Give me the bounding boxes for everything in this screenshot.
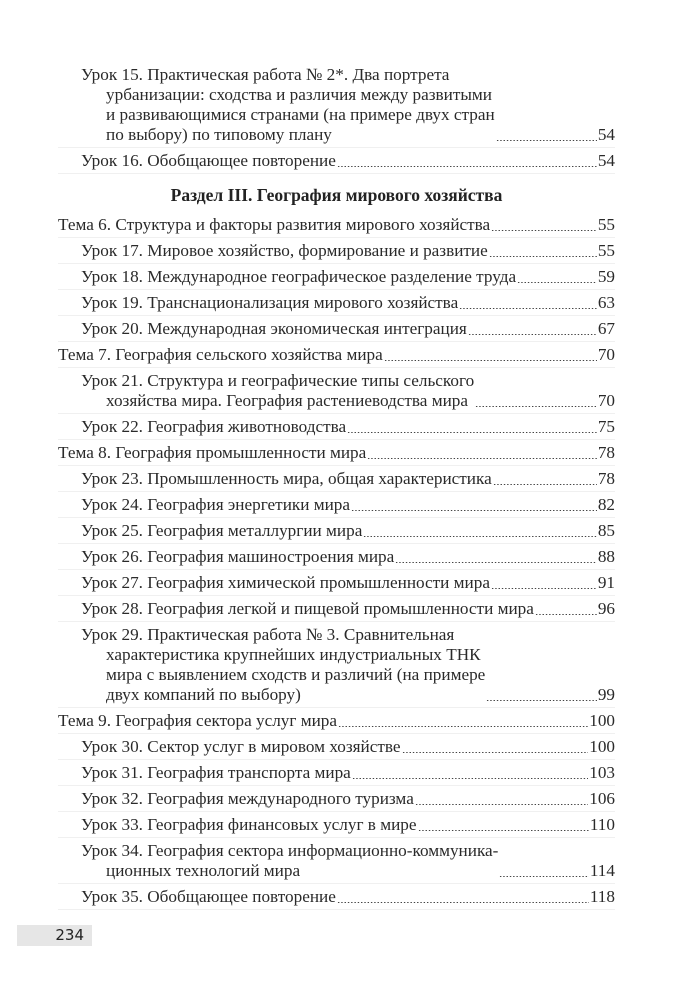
entry-title xyxy=(81,737,401,757)
entry-title-continuation-line: мира с выявлением сходств и различий (на примере xyxy=(106,665,486,684)
toc-lesson-row xyxy=(58,812,615,838)
page-number: 234 xyxy=(17,925,92,946)
dot-leader xyxy=(535,614,597,615)
table-of-contents xyxy=(58,62,615,910)
entry-title-line: Тема 7. География сельского хозяйства мира xyxy=(58,345,383,364)
toc-lesson-row xyxy=(58,316,615,342)
entry-title-line: Тема 9. География сектора услуг мира xyxy=(58,711,338,730)
entry-title-line: Урок 24. География энергетики мира xyxy=(81,495,351,514)
entry-title xyxy=(81,241,488,261)
entry-title-line: Урок 16. Обобщающее повторение xyxy=(81,151,336,170)
entry-title xyxy=(81,625,485,705)
entry-title-continuation-line: двух компаний по выбору) xyxy=(106,685,301,704)
toc-lesson-entry[interactable] xyxy=(81,573,615,593)
entry-page-number: 78 xyxy=(597,443,615,462)
entry-title-line: Тема 6. Структура и факторы развития мирового хозяйства xyxy=(58,215,491,234)
entry-title-line: Урок 29. Практическая работа № 3. Сравнительная xyxy=(81,625,455,644)
dot-leader xyxy=(384,360,597,361)
toc-lesson-row xyxy=(58,838,615,884)
toc-lesson-row xyxy=(58,786,615,812)
toc-lesson-entry[interactable] xyxy=(81,151,615,171)
toc-lesson-row xyxy=(58,884,615,910)
entry-title-line: Урок 35. Обобщающее повторение xyxy=(81,887,336,906)
entry-title xyxy=(81,815,417,835)
entry-page-number: 103 xyxy=(589,763,615,782)
entry-title xyxy=(81,65,495,145)
entry-page-number: 67 xyxy=(597,319,615,338)
toc-lesson-entry[interactable] xyxy=(81,763,615,783)
dot-leader xyxy=(491,588,597,589)
entry-page-number: 70 xyxy=(597,391,615,410)
toc-lesson-entry[interactable] xyxy=(81,469,615,489)
toc-topic-row xyxy=(58,212,615,238)
entry-title xyxy=(81,267,516,287)
dot-leader xyxy=(496,140,597,141)
toc-lesson-row xyxy=(58,760,615,786)
dot-leader xyxy=(337,166,597,167)
entry-title xyxy=(81,841,498,881)
entry-title-line: Урок 30. Сектор услуг в мировом хозяйстве xyxy=(81,737,401,756)
toc-lesson-entry[interactable] xyxy=(81,371,615,411)
dot-leader xyxy=(415,804,588,805)
entry-title-line: Тема 8. География промышленности мира xyxy=(58,443,367,462)
entry-title-line: Урок 20. Международная экономическая интеграция xyxy=(81,319,467,338)
toc-lesson-entry[interactable] xyxy=(81,547,615,567)
entry-title xyxy=(81,495,350,515)
entry-title-line: Урок 32. География международного туризма xyxy=(81,789,414,808)
toc-lesson-row xyxy=(58,290,615,316)
entry-title-continuation-line: ционных технологий мира xyxy=(106,861,301,880)
dot-leader xyxy=(352,778,588,779)
dot-leader xyxy=(367,458,597,459)
toc-lesson-row xyxy=(58,238,615,264)
entry-title-continuation-line: урбанизации: сходства и различия между развитыми xyxy=(106,85,492,104)
entry-title-continuation-line: характеристика крупнейших индустриальных ТНК xyxy=(106,645,481,664)
entry-title-line: Урок 21. Структура и географические типы сельского xyxy=(81,371,475,390)
dot-leader xyxy=(491,230,597,231)
entry-title xyxy=(58,215,490,235)
toc-entries-before-section xyxy=(58,62,615,174)
entry-page-number: 106 xyxy=(589,789,615,808)
dot-leader xyxy=(486,700,597,701)
entry-title xyxy=(81,469,492,489)
entry-page-number: 114 xyxy=(589,861,615,880)
entry-title xyxy=(81,417,346,437)
entry-page-number: 100 xyxy=(589,711,615,730)
entry-title xyxy=(81,887,336,907)
toc-lesson-entry[interactable] xyxy=(81,841,615,881)
toc-lesson-row xyxy=(58,596,615,622)
toc-lesson-entry[interactable] xyxy=(81,625,615,705)
dot-leader xyxy=(418,830,589,831)
toc-lesson-entry[interactable] xyxy=(81,241,615,261)
toc-lesson-entry[interactable] xyxy=(81,319,615,339)
entry-page-number: 54 xyxy=(597,151,615,170)
toc-lesson-row xyxy=(58,466,615,492)
entry-title-continuation-line: и развивающимися странами (на примере двух стран xyxy=(106,105,495,124)
toc-topic-entry[interactable] xyxy=(58,443,615,463)
toc-lesson-entry[interactable] xyxy=(81,815,615,835)
entry-title-line: Урок 28. География легкой и пищевой промышленности мира xyxy=(81,599,534,618)
entry-title xyxy=(81,599,534,619)
toc-lesson-entry[interactable] xyxy=(81,887,615,907)
toc-lesson-entry[interactable] xyxy=(81,599,615,619)
entry-title-continuation-line: по выбору) по типовому плану xyxy=(106,125,332,144)
toc-entries-section-3 xyxy=(58,212,615,910)
entry-title xyxy=(58,345,383,365)
entry-title-continuation-line: хозяйства мира. География растениеводства мира xyxy=(106,391,469,410)
toc-lesson-row xyxy=(58,368,615,414)
dot-leader xyxy=(499,876,588,877)
toc-lesson-row xyxy=(58,62,615,148)
dot-leader xyxy=(468,334,597,335)
entry-title xyxy=(81,573,490,593)
toc-lesson-entry[interactable] xyxy=(81,293,615,313)
entry-title-line: Урок 31. География транспорта мира xyxy=(81,763,351,782)
entry-page-number: 75 xyxy=(597,417,615,436)
entry-title xyxy=(81,547,394,567)
entry-page-number: 55 xyxy=(597,241,615,260)
entry-page-number: 110 xyxy=(589,815,615,834)
entry-title-line: Урок 19. Транснационализация мирового хозяйства xyxy=(81,293,459,312)
toc-lesson-row xyxy=(58,518,615,544)
entry-title xyxy=(81,293,458,313)
entry-page-number: 91 xyxy=(597,573,615,592)
section-heading: Раздел III. География мирового хозяйства xyxy=(170,185,503,205)
entry-title-line: Урок 25. География металлургии мира xyxy=(81,521,363,540)
toc-lesson-entry[interactable] xyxy=(81,417,615,437)
entry-title-line: Урок 33. География финансовых услуг в мире xyxy=(81,815,417,834)
toc-lesson-entry[interactable] xyxy=(81,737,615,757)
toc-lesson-row xyxy=(58,544,615,570)
entry-title xyxy=(81,319,467,339)
entry-title xyxy=(81,763,351,783)
entry-page-number: 55 xyxy=(597,215,615,234)
entry-page-number: 70 xyxy=(597,345,615,364)
dot-leader xyxy=(517,282,597,283)
dot-leader xyxy=(337,902,589,903)
entry-title-line: Урок 17. Мировое хозяйство, формирование и развитие xyxy=(81,241,488,260)
toc-topic-entry[interactable] xyxy=(58,345,615,365)
dot-leader xyxy=(402,752,589,753)
entry-page-number: 59 xyxy=(597,267,615,286)
entry-page-number: 54 xyxy=(597,125,615,144)
entry-title-line: Урок 26. География машиностроения мира xyxy=(81,547,395,566)
toc-lesson-row xyxy=(58,734,615,760)
entry-title-line: Урок 27. География химической промышленности мира xyxy=(81,573,490,592)
dot-leader xyxy=(347,432,597,433)
toc-lesson-row xyxy=(58,570,615,596)
entry-title xyxy=(81,151,336,171)
toc-lesson-row xyxy=(58,148,615,174)
entry-title xyxy=(81,789,414,809)
toc-lesson-row xyxy=(58,414,615,440)
dot-leader xyxy=(475,406,597,407)
entry-title-line: Урок 18. Международное географическое разделение труда xyxy=(81,267,517,286)
toc-lesson-row xyxy=(58,264,615,290)
entry-page-number: 82 xyxy=(597,495,615,514)
toc-lesson-entry[interactable] xyxy=(81,789,615,809)
entry-title xyxy=(58,711,337,731)
toc-lesson-entry[interactable] xyxy=(81,495,615,515)
dot-leader xyxy=(351,510,597,511)
dot-leader xyxy=(395,562,597,563)
entry-title-line: Урок 34. География сектора информационно-коммуника- xyxy=(81,841,499,860)
toc-topic-row xyxy=(58,342,615,368)
entry-page-number: 96 xyxy=(597,599,615,618)
dot-leader xyxy=(363,536,596,537)
toc-lesson-row xyxy=(58,492,615,518)
entry-page-number: 118 xyxy=(589,887,615,906)
toc-lesson-entry[interactable] xyxy=(81,65,615,145)
toc-topic-row xyxy=(58,708,615,734)
entry-page-number: 78 xyxy=(597,469,615,488)
entry-title xyxy=(81,371,474,411)
dot-leader xyxy=(459,308,597,309)
entry-title xyxy=(81,521,362,541)
toc-topic-entry[interactable] xyxy=(58,215,615,235)
entry-title-line: Урок 22. География животноводства xyxy=(81,417,347,436)
toc-lesson-row xyxy=(58,622,615,708)
entry-title xyxy=(58,443,366,463)
entry-page-number: 85 xyxy=(597,521,615,540)
entry-page-number: 63 xyxy=(597,293,615,312)
toc-lesson-entry[interactable] xyxy=(81,521,615,541)
entry-title-line: Урок 15. Практическая работа № 2*. Два портрета xyxy=(81,65,450,84)
toc-lesson-entry[interactable] xyxy=(81,267,615,287)
toc-topic-entry[interactable] xyxy=(58,711,615,731)
dot-leader xyxy=(493,484,597,485)
entry-page-number: 100 xyxy=(589,737,615,756)
entry-page-number: 88 xyxy=(597,547,615,566)
entry-page-number: 99 xyxy=(597,685,615,704)
toc-topic-row xyxy=(58,440,615,466)
entry-title-line: Урок 23. Промышленность мира, общая характеристика xyxy=(81,469,492,488)
dot-leader xyxy=(338,726,588,727)
dot-leader xyxy=(489,256,597,257)
